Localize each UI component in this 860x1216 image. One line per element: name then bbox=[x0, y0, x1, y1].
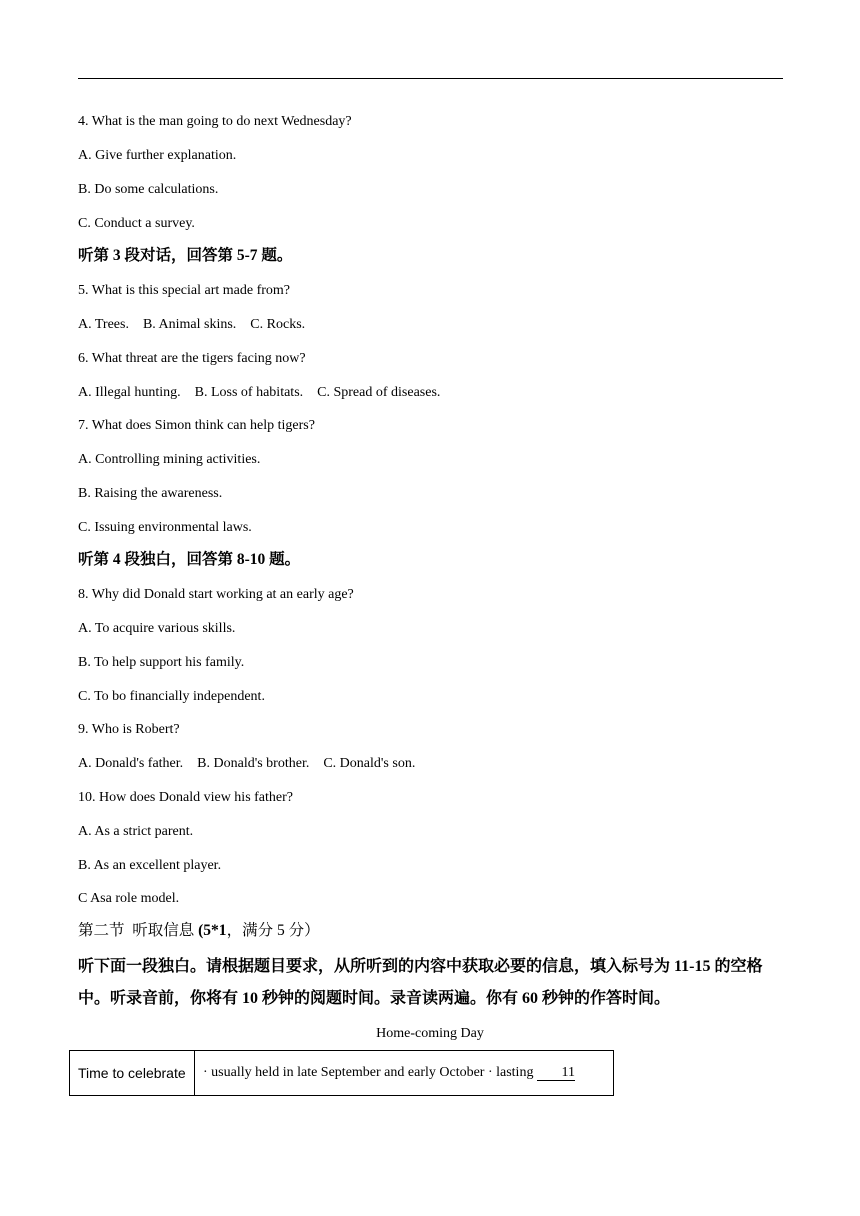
blank-11: 11 bbox=[537, 1066, 575, 1081]
section-heading-monologue-4: 听第 4 段独白，回答第 8-10 题。 bbox=[78, 551, 301, 568]
option-7b: B. Raising the awareness. bbox=[78, 486, 223, 501]
options-6: A. Illegal hunting. B. Loss of habitats. C. Spread of diseases. bbox=[78, 385, 441, 400]
option-8a: A. To acquire various skills. bbox=[78, 621, 236, 636]
question-7: 7. What does Simon think can help tigers? bbox=[78, 418, 315, 433]
section-2-title-score: (5*1 bbox=[198, 922, 227, 939]
options-9: A. Donald's father. B. Donald's brother. C. Donald's son. bbox=[78, 756, 416, 771]
section-2-title-suffix: ，满分 5 分） bbox=[226, 922, 320, 939]
row-label-time-to-celebrate: Time to celebrate bbox=[70, 1051, 195, 1096]
question-5: 5. What is this special art made from? bbox=[78, 283, 291, 298]
option-4b: B. Do some calculations. bbox=[78, 182, 219, 197]
question-4: 4. What is the man going to do next Wednesday? bbox=[78, 114, 352, 129]
options-5: A. Trees. B. Animal skins. C. Rocks. bbox=[78, 317, 306, 332]
option-7a: A. Controlling mining activities. bbox=[78, 452, 261, 467]
section-2-instructions: 听下面一段独白。请根据题目要求，从所听到的内容中获取必要的信息，填入标号为 11-15 的空格中。听录音前，你将有 10 秒钟的阅题时间。录音读两遍。你有 60 秒钟的作答时间。 bbox=[78, 958, 763, 1007]
section-2-title-prefix: 第二节 听取信息 bbox=[78, 922, 199, 939]
section-heading-dialogue-3: 听第 3 段对话，回答第 5-7 题。 bbox=[78, 247, 293, 264]
option-4c: C. Conduct a survey. bbox=[78, 216, 195, 231]
question-6: 6. What threat are the tigers facing now? bbox=[78, 351, 306, 366]
section-2-title bbox=[78, 920, 320, 942]
question-9: 9. Who is Robert? bbox=[78, 722, 180, 737]
option-10b: B. As an excellent player. bbox=[78, 858, 222, 873]
option-10c: C Asa role model. bbox=[78, 891, 180, 906]
table-row bbox=[70, 1051, 614, 1096]
option-7c: C. Issuing environmental laws. bbox=[78, 520, 252, 535]
option-10a: A. As a strict parent. bbox=[78, 824, 194, 839]
table-caption: Home-coming Day bbox=[376, 1026, 484, 1041]
info-table bbox=[69, 1050, 614, 1096]
option-4a: A. Give further explanation. bbox=[78, 148, 237, 163]
row-content-time-to-celebrate bbox=[195, 1051, 614, 1096]
option-8c: C. To bo financially independent. bbox=[78, 689, 265, 704]
question-8: 8. Why did Donald start working at an early age? bbox=[78, 587, 354, 602]
option-8b: B. To help support his family. bbox=[78, 655, 245, 670]
question-10: 10. How does Donald view his father? bbox=[78, 790, 294, 805]
header-rule bbox=[78, 78, 783, 79]
row-content-text: · usually held in late September and early October · lasting bbox=[203, 1065, 537, 1080]
